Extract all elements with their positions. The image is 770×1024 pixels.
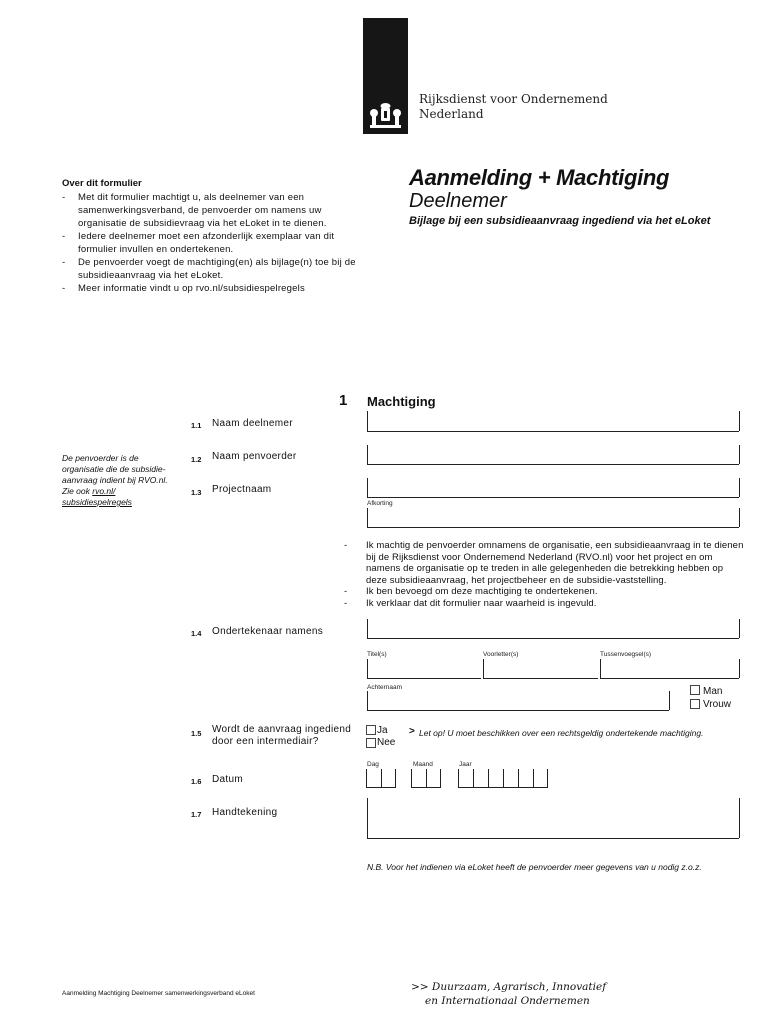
footer-slogan-line1: >> Duurzaam, Agrarisch, Innovatief <box>411 981 607 993</box>
sidenote-text: De penvoerder is de organisatie die de subsidie-aanvraag indient bij RVO.nl. Zie ook <box>62 453 168 496</box>
form-title: Aanmelding + Machtiging <box>409 165 670 190</box>
intro-item: - Meer informatie vindt u op rvo.nl/subsidiespelregels <box>62 282 362 295</box>
arrow-icon: > <box>409 726 415 737</box>
afkorting-label: Afkorting <box>367 500 393 507</box>
declaration-item: - Ik ben bevoegd om deze machtiging te ondertekenen. <box>344 586 744 598</box>
titel-label: Titel(s) <box>367 651 387 658</box>
q14-label: Ondertekenaar namens <box>212 626 324 637</box>
intro-item: - De penvoerder voegt de machtiging(en) als bijlage(n) toe bij de subsidieaanvraag via het eLoket. <box>62 256 362 282</box>
naam-deelnemer-field[interactable] <box>367 411 739 432</box>
nb-note: N.B. Voor het indienen via eLoket heeft de penvoerder meer gegevens van u nodig z.o.z. <box>367 862 702 872</box>
sidenote <box>62 453 180 508</box>
q12-label: Naam penvoerder <box>212 451 297 462</box>
handtekening-field[interactable] <box>367 798 739 839</box>
footer-slogan-line2: en Internationaal Ondernemen <box>425 995 590 1007</box>
maand-label: Maand <box>413 761 433 768</box>
ondertekenaar-namens-field[interactable] <box>367 619 739 639</box>
achternaam-field[interactable] <box>367 691 669 711</box>
titel-field[interactable] <box>367 659 481 679</box>
jaar-label: Jaar <box>459 761 472 768</box>
naam-penvoerder-field[interactable] <box>367 445 739 465</box>
q16-label: Datum <box>212 774 243 785</box>
declaration-item: - Ik machtig de penvoerder omnamens de organisatie, een subsidieaanvraag in te dienen bij de Rijksdienst voor Ondernemend Nederland (RVO.nl) voor het project en om namens de organisatie op te treden in alle gelegenheden die betrekking hebben op deze subsidieaanvraag, het projectbeheer en de subsidie-vaststelling. <box>344 540 744 586</box>
q11-label: Naam deelnemer <box>212 418 293 429</box>
nee-label: Nee <box>377 737 396 748</box>
date-digit-box[interactable] <box>518 769 533 788</box>
intro-item: - Iedere deelnemer moet een afzonderlijk exemplaar van dit formulier invullen en ondertekenen. <box>62 230 362 256</box>
q11-number: 1.1 <box>191 421 202 430</box>
afkorting-field[interactable] <box>367 508 739 528</box>
nee-checkbox[interactable] <box>366 738 376 748</box>
voorletters-field[interactable] <box>483 659 598 679</box>
q12-number: 1.2 <box>191 455 202 464</box>
form-subtitle: Deelnemer <box>409 190 507 212</box>
date-digit-box[interactable] <box>411 769 426 788</box>
date-digit-box[interactable] <box>426 769 441 788</box>
q13-label: Projectnaam <box>212 484 272 495</box>
declarations-list <box>344 540 744 609</box>
voorletters-label: Voorletter(s) <box>483 651 519 658</box>
q15-label-line2: door een intermediair? <box>212 736 319 747</box>
q15-number: 1.5 <box>191 729 202 738</box>
section-title: Machtiging <box>367 394 436 409</box>
footer-form-name: Aanmelding Machtiging Deelnemer samenwerkingsverband eLoket <box>62 990 255 997</box>
projectnaam-field[interactable] <box>367 478 739 498</box>
date-digit-box[interactable] <box>366 769 381 788</box>
q13-number: 1.3 <box>191 488 202 497</box>
man-label: Man <box>703 686 723 697</box>
q16-number: 1.6 <box>191 777 202 786</box>
declaration-item: - Ik verklaar dat dit formulier naar waarheid is ingevuld. <box>344 598 744 610</box>
q15-label-line1: Wordt de aanvraag ingediend <box>212 724 352 735</box>
logo-bar <box>363 18 408 134</box>
intro-item: - Met dit formulier machtigt u, als deelnemer van een samenwerkingsverband, de penvoerder om namens uw organisatie de subsidievraag via het eLoket in te dienen. <box>62 191 362 230</box>
q14-number: 1.4 <box>191 629 202 638</box>
coat-of-arms-icon <box>366 100 405 130</box>
org-name-line1: Rijksdienst voor Ondernemend <box>419 92 608 106</box>
date-digit-box[interactable] <box>458 769 473 788</box>
dag-label: Dag <box>367 761 379 768</box>
q17-number: 1.7 <box>191 810 202 819</box>
intermediary-note: Let op! U moet beschikken over een rechtsgeldig ondertekende machtiging. <box>419 728 704 738</box>
vrouw-label: Vrouw <box>703 699 731 710</box>
achternaam-label: Achternaam <box>367 684 403 691</box>
q17-label: Handtekening <box>212 807 278 818</box>
vrouw-checkbox[interactable] <box>690 699 700 709</box>
date-digit-box[interactable] <box>381 769 396 788</box>
ja-checkbox[interactable] <box>366 725 376 735</box>
date-digit-box[interactable] <box>533 769 548 788</box>
intro-list <box>62 191 362 295</box>
tussenvoegsel-label: Tussenvoegsel(s) <box>600 651 652 658</box>
ja-label: Ja <box>377 725 388 736</box>
man-checkbox[interactable] <box>690 685 700 695</box>
footer-slogan <box>411 980 606 1008</box>
section-number: 1 <box>339 392 348 409</box>
org-name-line2: Nederland <box>419 107 484 121</box>
date-digit-box[interactable] <box>488 769 503 788</box>
date-digit-box[interactable] <box>503 769 518 788</box>
form-tagline: Bijlage bij een subsidieaanvraag ingediend via het eLoket <box>409 215 711 227</box>
sidenote-link[interactable]: rvo.nl/ subsidiespelregels <box>62 486 132 507</box>
date-digit-box[interactable] <box>473 769 488 788</box>
intro-heading: Over dit formulier <box>62 178 142 189</box>
tussenvoegsel-field[interactable] <box>600 659 739 679</box>
